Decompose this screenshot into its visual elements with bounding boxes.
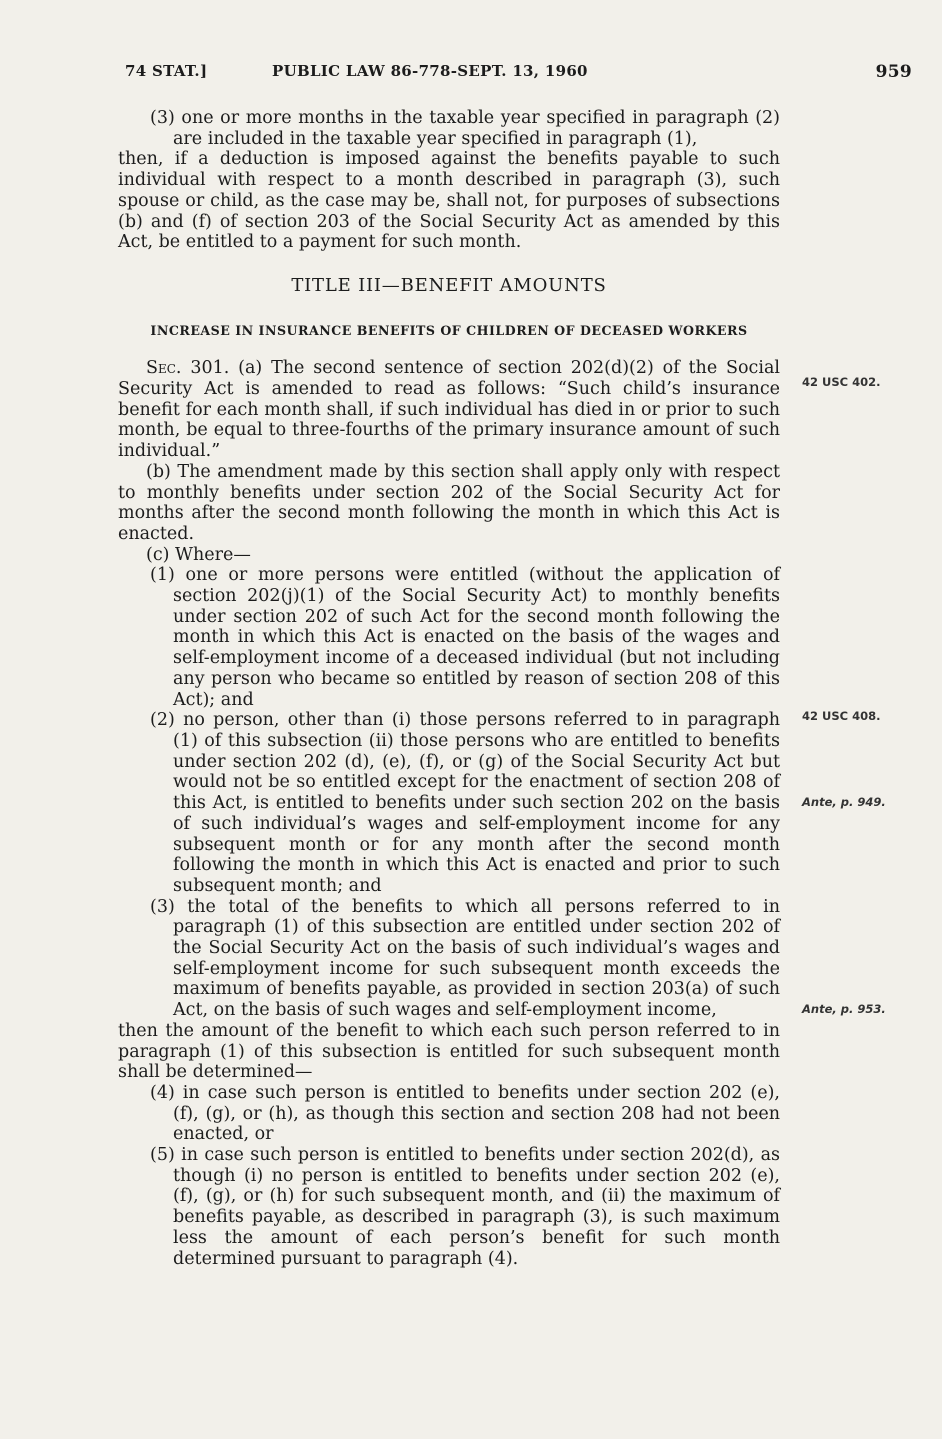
then-clause: then, if a deduction is imposed against the benefits payable to such individual with respect to a month described in paragraph (3), such spouse or child, as the case may be, shall not, for purposes of subsections (b) and (f) of section 203 of the Social Security Act as amended by this Act, be entitled to a payment for such month. xyxy=(118,149,780,253)
clause-1: (1) one or more persons were entitled (without the application of section 202(j)(1) of the Social Security Act) to monthly benefits under section 202 of such Act for the second month following the month in which this Act is enacted on the basis of the wages and self-employment income of a deceased individual (but not including any person who became so entitled by reason of section 208 of this Act); and xyxy=(150,565,780,710)
page-number: 959 xyxy=(875,62,912,82)
running-head: PUBLIC LAW 86-778-SEPT. 13, 1960 xyxy=(272,62,588,80)
then-determination: then the amount of the benefit to which each such person referred to in paragraph (1) of this subsection is entitled for such subsequent month shall be determined— xyxy=(118,1020,780,1083)
section-heading: INCREASE IN INSURANCE BENEFITS OF CHILDREN OF DECEASED WORKERS xyxy=(150,322,748,338)
margin-note-ante-949: Ante, p. 949. xyxy=(802,795,886,809)
section-301-c: (c) Where— xyxy=(146,544,251,565)
margin-note-ante-953: Ante, p. 953. xyxy=(802,1002,886,1016)
title-heading: TITLE III—BENEFIT AMOUNTS xyxy=(291,274,607,296)
statute-volume: 74 STAT.] xyxy=(125,62,208,80)
sec-label: Sec. xyxy=(146,358,182,379)
margin-note-42usc408: 42 USC 408. xyxy=(802,709,881,723)
section-301-a xyxy=(118,358,780,462)
section-301-a-text: 301. (a) The second sentence of section 202(d)(2) of the Social Security Act is amended to read as follows: “Such child’s insurance benefit for each month shall, if such individual has died in or prior to such month, be equal to three-fourths of the primary insurance amount of such individual.” xyxy=(118,358,780,462)
clause-2: (2) no person, other than (i) those persons referred to in paragraph (1) of this subsection (ii) those persons who are entitled to benefits under section 202 (d), (e), (f), or (g) of the Social Security Act but would not be so entitled except for the enactment of section 208 of this Act, is entitled to benefits under such section 202 on the basis of such individual’s wages and self-employment income for any subsequent month or for any month after the second month following the month in which this Act is enacted and prior to such subsequent month; and xyxy=(150,710,780,896)
margin-note-42usc402: 42 USC 402. xyxy=(802,375,881,389)
body-text xyxy=(118,108,780,1269)
clause-3: (3) the total of the benefits to which all persons referred to in paragraph (1) of this subsection are entitled under section 202 of the Social Security Act on the basis of such individual’s wages and self-employment income for such subsequent month exceeds the maximum of benefits payable, as provided in section 203(a) of such Act, on the basis of such wages and self-employment income, xyxy=(150,896,780,1021)
clause-5: (5) in case such person is entitled to benefits under section 202(d), as though (i) no person is entitled to benefits under section 202 (e), (f), (g), or (h) for such subsequent month, and (ii) the maximum of benefits payable, as described in paragraph (3), is such maximum less the amount of each person’s benefit for such month determined pursuant to paragraph (4). xyxy=(150,1145,780,1269)
paragraph-3-clause: (3) one or more months in the taxable year specified in paragraph (2) are included in the taxable year specified in paragraph (1), xyxy=(150,108,780,149)
clause-4: (4) in case such person is entitled to benefits under section 202 (e), (f), (g), or (h), as though this section and section 208 had not been enacted, or xyxy=(150,1082,780,1145)
section-301-b: (b) The amendment made by this section shall apply only with respect to monthly benefits under section 202 of the Social Security Act for months after the second month following the month in which this Act is enacted. xyxy=(118,461,780,544)
